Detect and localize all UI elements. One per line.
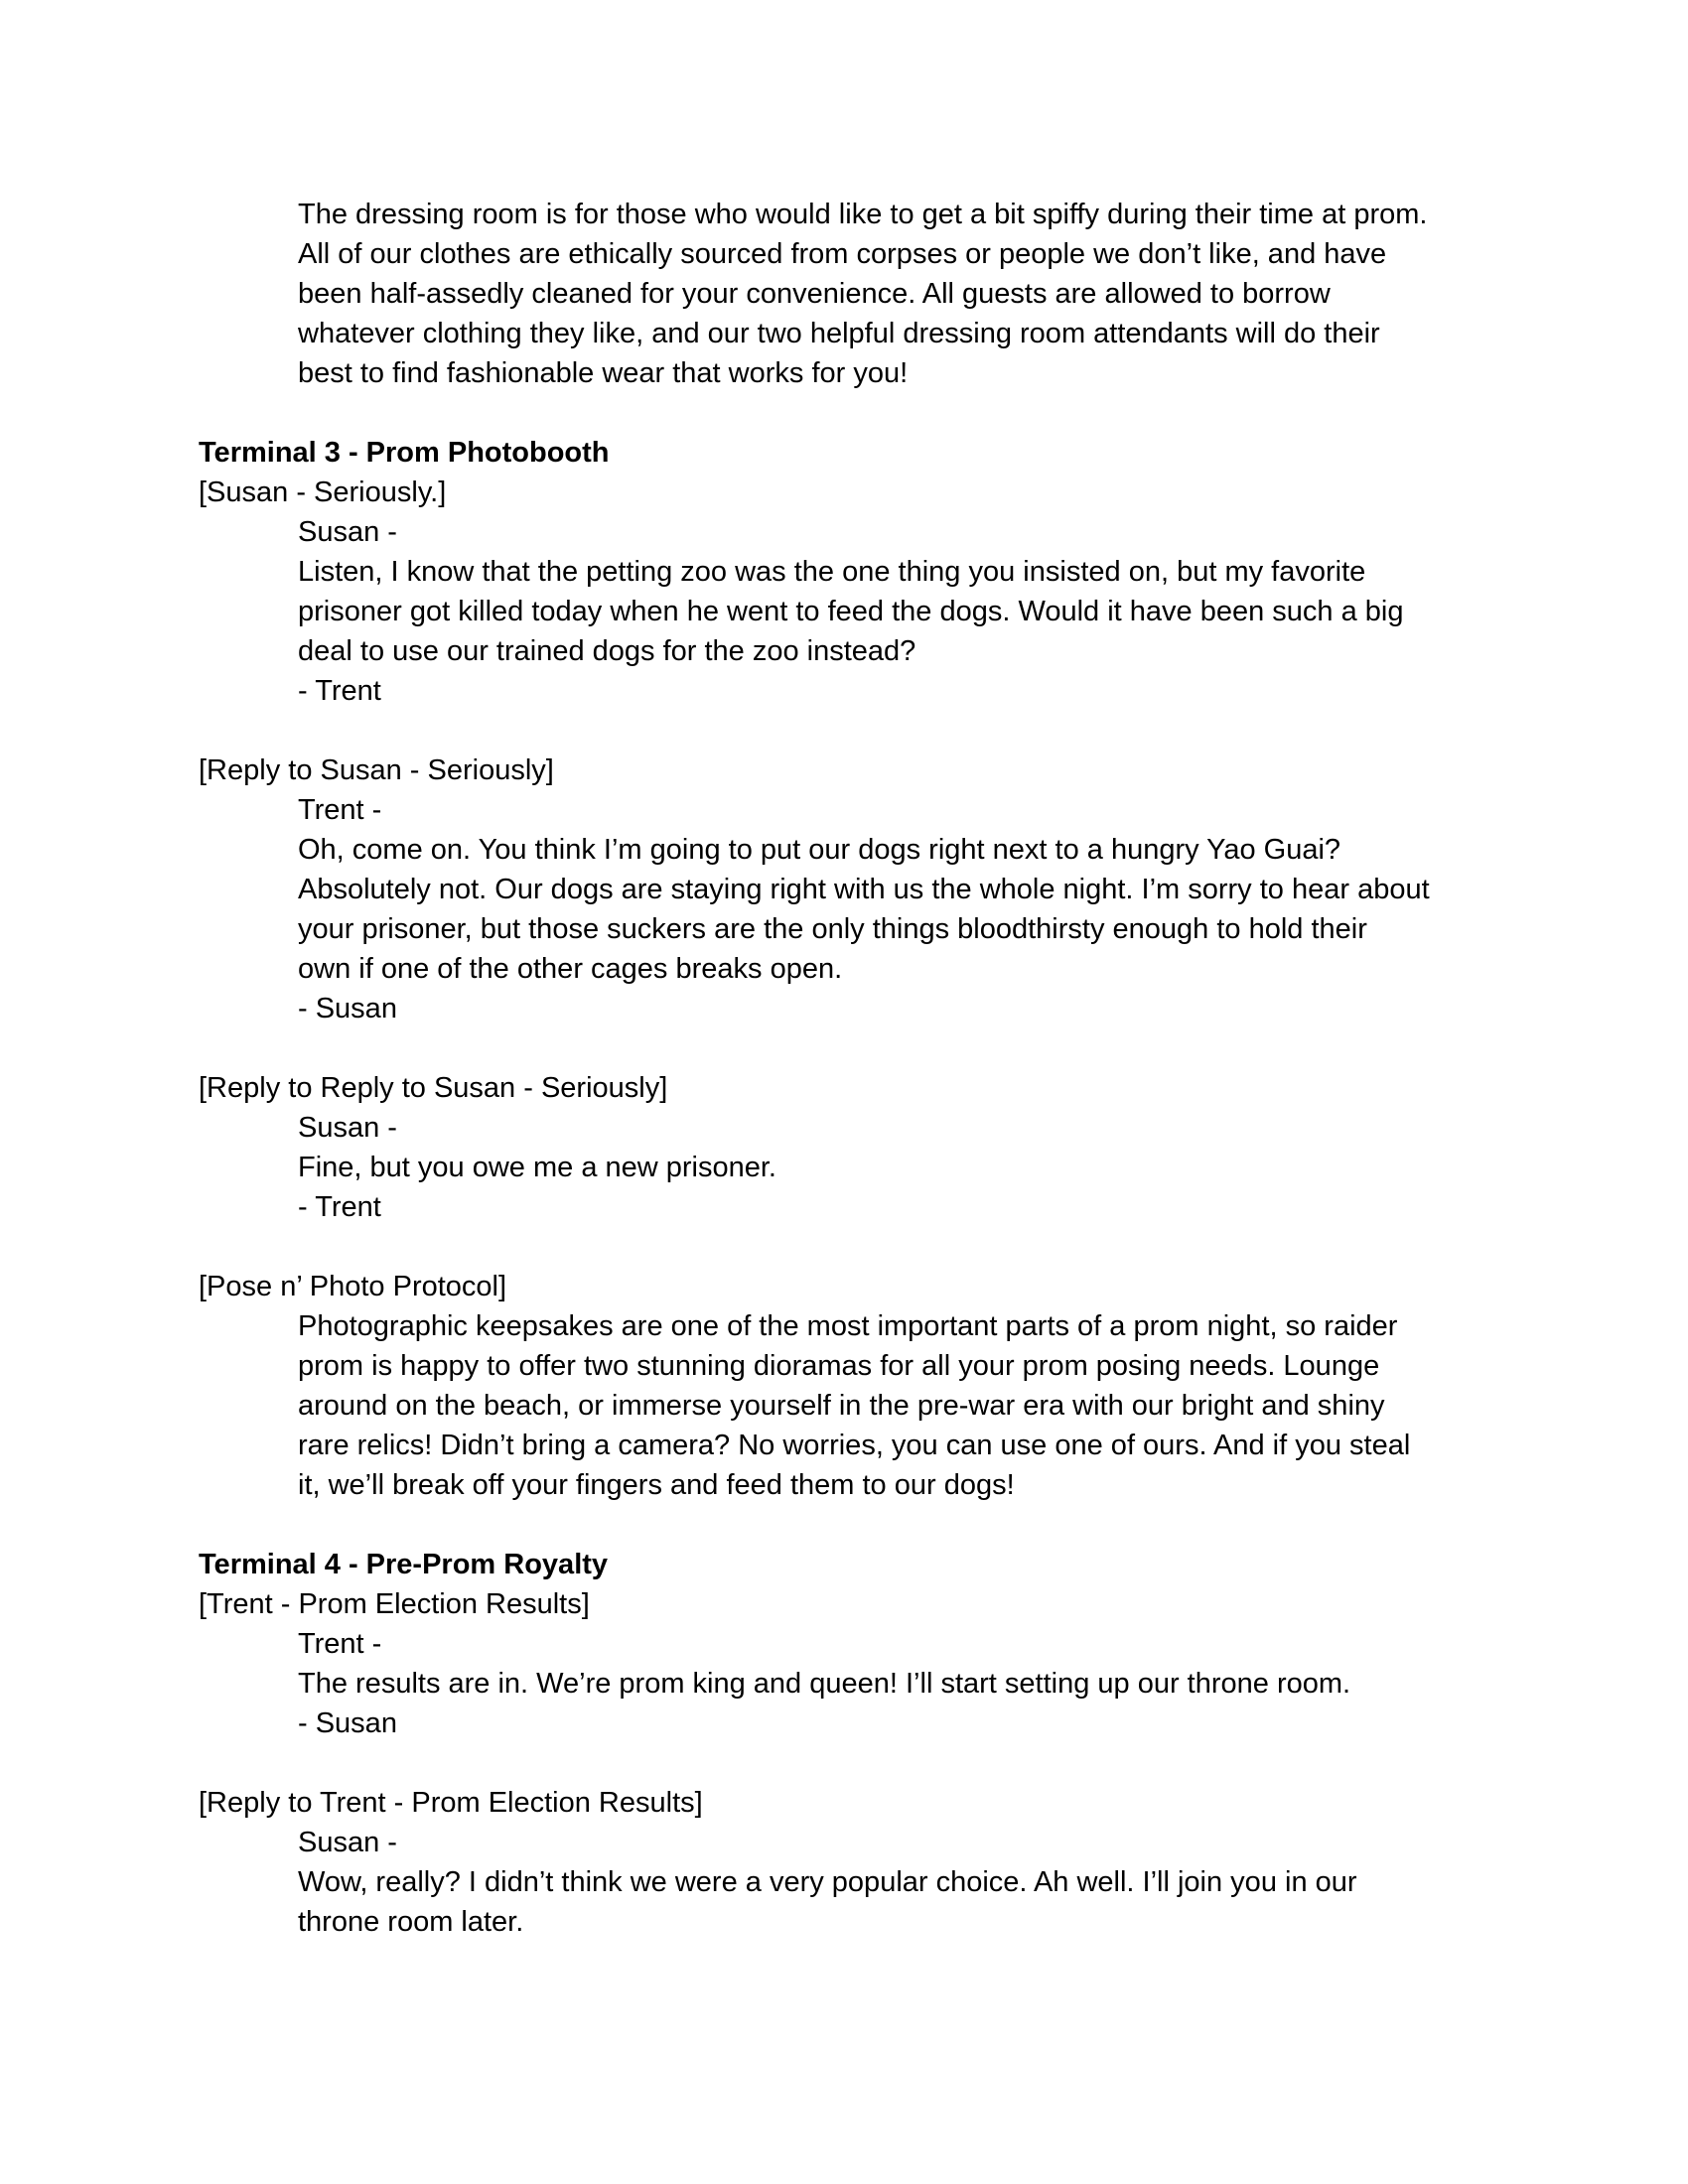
text-line: Listen, I know that the petting zoo was the one thing you insisted on, but my favorite (298, 556, 1366, 588)
text-line: - Trent (298, 675, 381, 707)
text-line: best to find fashionable wear that works for you! (298, 357, 909, 389)
entry-trent-election-results (199, 1584, 1489, 1743)
spacer (199, 1227, 1489, 1267)
text-line: Susan - (298, 516, 397, 548)
entry-title: [Susan - Seriously.] (199, 477, 447, 508)
text-line: rare relics! Didn’t bring a camera? No worries, you can use one of ours. And if you steal (298, 1430, 1411, 1461)
text-line: Trent - (298, 1628, 382, 1660)
text-line: own if one of the other cages breaks open. (298, 953, 843, 985)
entry-title: [Reply to Susan - Seriously] (199, 754, 554, 786)
text-line: throne room later. (298, 1906, 524, 1938)
text-line: The dressing room is for those who would like to get a bit spiffy during their time at prom. (298, 199, 1428, 230)
intro-paragraph (199, 195, 1489, 393)
text-line: Oh, come on. You think I’m going to put our dogs right next to a hungry Yao Guai? (298, 834, 1341, 866)
section-heading: Terminal 3 - Prom Photobooth (199, 437, 610, 469)
entry-title: [Pose n’ Photo Protocol] (199, 1271, 507, 1302)
spacer (199, 1505, 1489, 1545)
terminal-3-section (199, 433, 1489, 1505)
spacer (199, 393, 1489, 433)
entry-title: [Reply to Trent - Prom Election Results] (199, 1787, 703, 1819)
spacer (199, 1743, 1489, 1783)
text-line: The results are in. We’re prom king and queen! I’ll start setting up our throne room. (298, 1668, 1351, 1700)
entry-reply-trent-election-results (199, 1783, 1489, 1942)
text-line: been half-assedly cleaned for your convenience. All guests are allowed to borrow (298, 278, 1331, 310)
terminal-4-section (199, 1545, 1489, 1942)
text-line: - Trent (298, 1191, 381, 1223)
spacer (199, 1028, 1489, 1068)
text-line: whatever clothing they like, and our two helpful dressing room attendants will do their (298, 318, 1380, 349)
text-line: Absolutely not. Our dogs are staying right with us the whole night. I’m sorry to hear about (298, 874, 1430, 905)
text-line: Wow, really? I didn’t think we were a very popular choice. Ah well. I’ll join you in our (298, 1866, 1357, 1898)
text-line: it, we’ll break off your fingers and feed them to our dogs! (298, 1469, 1015, 1501)
spacer (199, 711, 1489, 751)
text-line: - Susan (298, 993, 397, 1024)
text-line: prom is happy to offer two stunning dioramas for all your prom posing needs. Lounge (298, 1350, 1380, 1382)
text-line: deal to use our trained dogs for the zoo instead? (298, 635, 916, 667)
text-line: your prisoner, but those suckers are the only things bloodthirsty enough to hold their (298, 913, 1367, 945)
text-line: Fine, but you owe me a new prisoner. (298, 1152, 776, 1183)
entry-title: [Reply to Reply to Susan - Seriously] (199, 1072, 668, 1104)
entry-pose-photo-protocol (199, 1267, 1489, 1505)
entry-susan-seriously (199, 473, 1489, 711)
entry-reply-susan-seriously (199, 751, 1489, 1028)
text-line: prisoner got killed today when he went to feed the dogs. Would it have been such a big (298, 596, 1404, 627)
text-line: Photographic keepsakes are one of the most important parts of a prom night, so raider (298, 1310, 1398, 1342)
text-line: Susan - (298, 1112, 397, 1144)
text-line: around on the beach, or immerse yourself in the pre-war era with our bright and shiny (298, 1390, 1385, 1422)
text-line: Trent - (298, 794, 382, 826)
text-line: All of our clothes are ethically sourced from corpses or people we don’t like, and have (298, 238, 1387, 270)
section-heading: Terminal 4 - Pre-Prom Royalty (199, 1549, 609, 1580)
entry-title: [Trent - Prom Election Results] (199, 1588, 590, 1620)
text-line: - Susan (298, 1707, 397, 1739)
entry-reply-reply-susan-seriously (199, 1068, 1489, 1227)
text-line: Susan - (298, 1827, 397, 1858)
